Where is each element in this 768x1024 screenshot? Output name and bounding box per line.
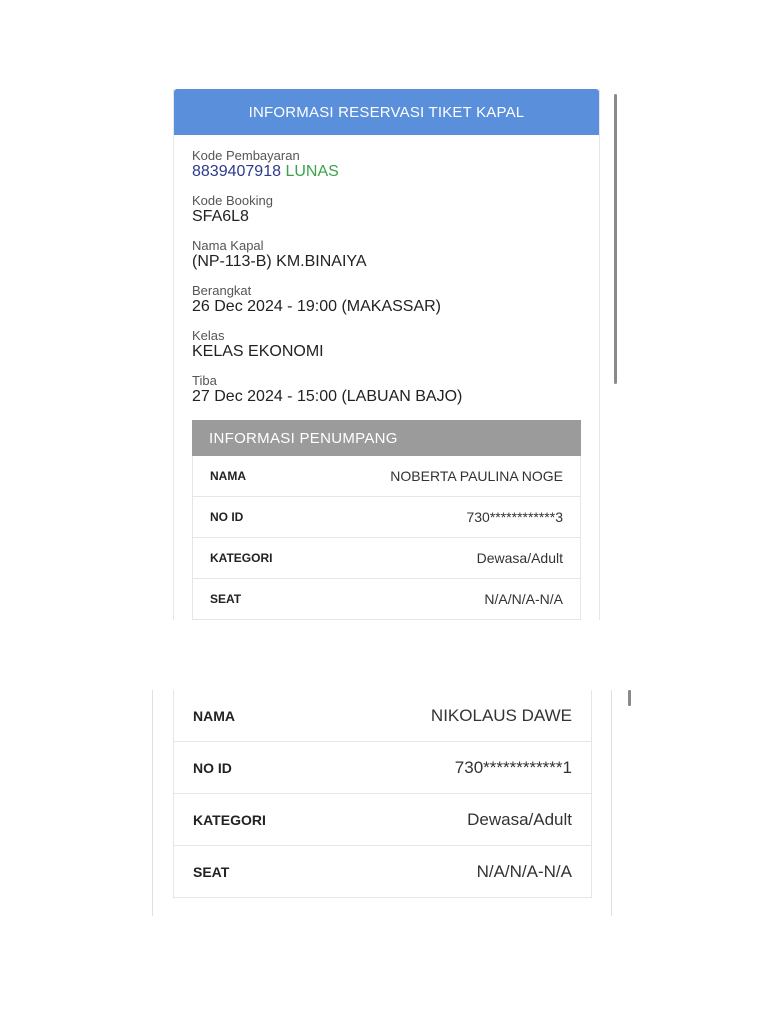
ship-label: Nama Kapal (192, 238, 264, 253)
booking-label: Kode Booking (192, 193, 273, 208)
table-row (192, 538, 581, 579)
passenger-section (192, 420, 581, 620)
scrollbar[interactable] (628, 690, 631, 706)
passenger-category: Dewasa/Adult (476, 550, 563, 566)
payment-status-badge: LUNAS (285, 163, 339, 180)
reservation-title: INFORMASI RESERVASI TIKET KAPAL (174, 89, 599, 135)
ship-name: (NP-113-B) KM.BINAIYA (192, 253, 367, 270)
payment-block (192, 149, 339, 181)
category-label: KATEGORI (210, 551, 273, 565)
table-row (173, 690, 592, 742)
payment-value (192, 163, 339, 181)
departure-block (192, 284, 441, 316)
departure-label: Berangkat (192, 283, 252, 298)
passenger-seat: N/A/N/A-N/A (484, 591, 563, 607)
name-label: NAMA (210, 469, 246, 483)
seat-label: SEAT (210, 592, 242, 606)
passenger-id: 730************1 (454, 757, 572, 777)
arrival-label: Tiba (192, 373, 217, 388)
passenger-id: 730************3 (466, 509, 563, 525)
ship-block (192, 239, 367, 271)
payment-code: 8839407918 (192, 163, 281, 180)
arrival-value: 27 Dec 2024 - 15:00 (LABUAN BAJO) (192, 388, 463, 405)
payment-label: Kode Pembayaran (192, 148, 300, 163)
passenger-section-title: INFORMASI PENUMPANG (192, 420, 581, 456)
booking-code: SFA6L8 (192, 208, 249, 225)
id-label: NO ID (210, 510, 244, 524)
name-label: NAMA (193, 707, 235, 724)
seat-label: SEAT (193, 863, 230, 880)
table-row (173, 846, 592, 898)
table-row (173, 794, 592, 846)
passenger-category: Dewasa/Adult (467, 809, 572, 829)
reservation-card (173, 89, 600, 620)
passenger-table (173, 690, 592, 898)
passenger-name: NOBERTA PAULINA NOGE (390, 468, 563, 484)
table-row (192, 579, 581, 620)
passenger-card (152, 690, 612, 916)
id-label: NO ID (193, 759, 232, 776)
table-row (192, 456, 581, 497)
booking-block (192, 194, 273, 226)
scrollbar[interactable] (614, 94, 617, 384)
departure-value: 26 Dec 2024 - 19:00 (MAKASSAR) (192, 298, 442, 315)
arrival-block (192, 374, 462, 406)
passenger-name: NIKOLAUS DAWE (430, 705, 572, 725)
passenger-seat: N/A/N/A-N/A (476, 861, 572, 881)
table-row (173, 742, 592, 794)
table-row (192, 497, 581, 538)
class-label: Kelas (192, 328, 225, 343)
category-label: KATEGORI (193, 811, 266, 828)
class-block (192, 329, 324, 361)
class-value: KELAS EKONOMI (192, 343, 324, 360)
